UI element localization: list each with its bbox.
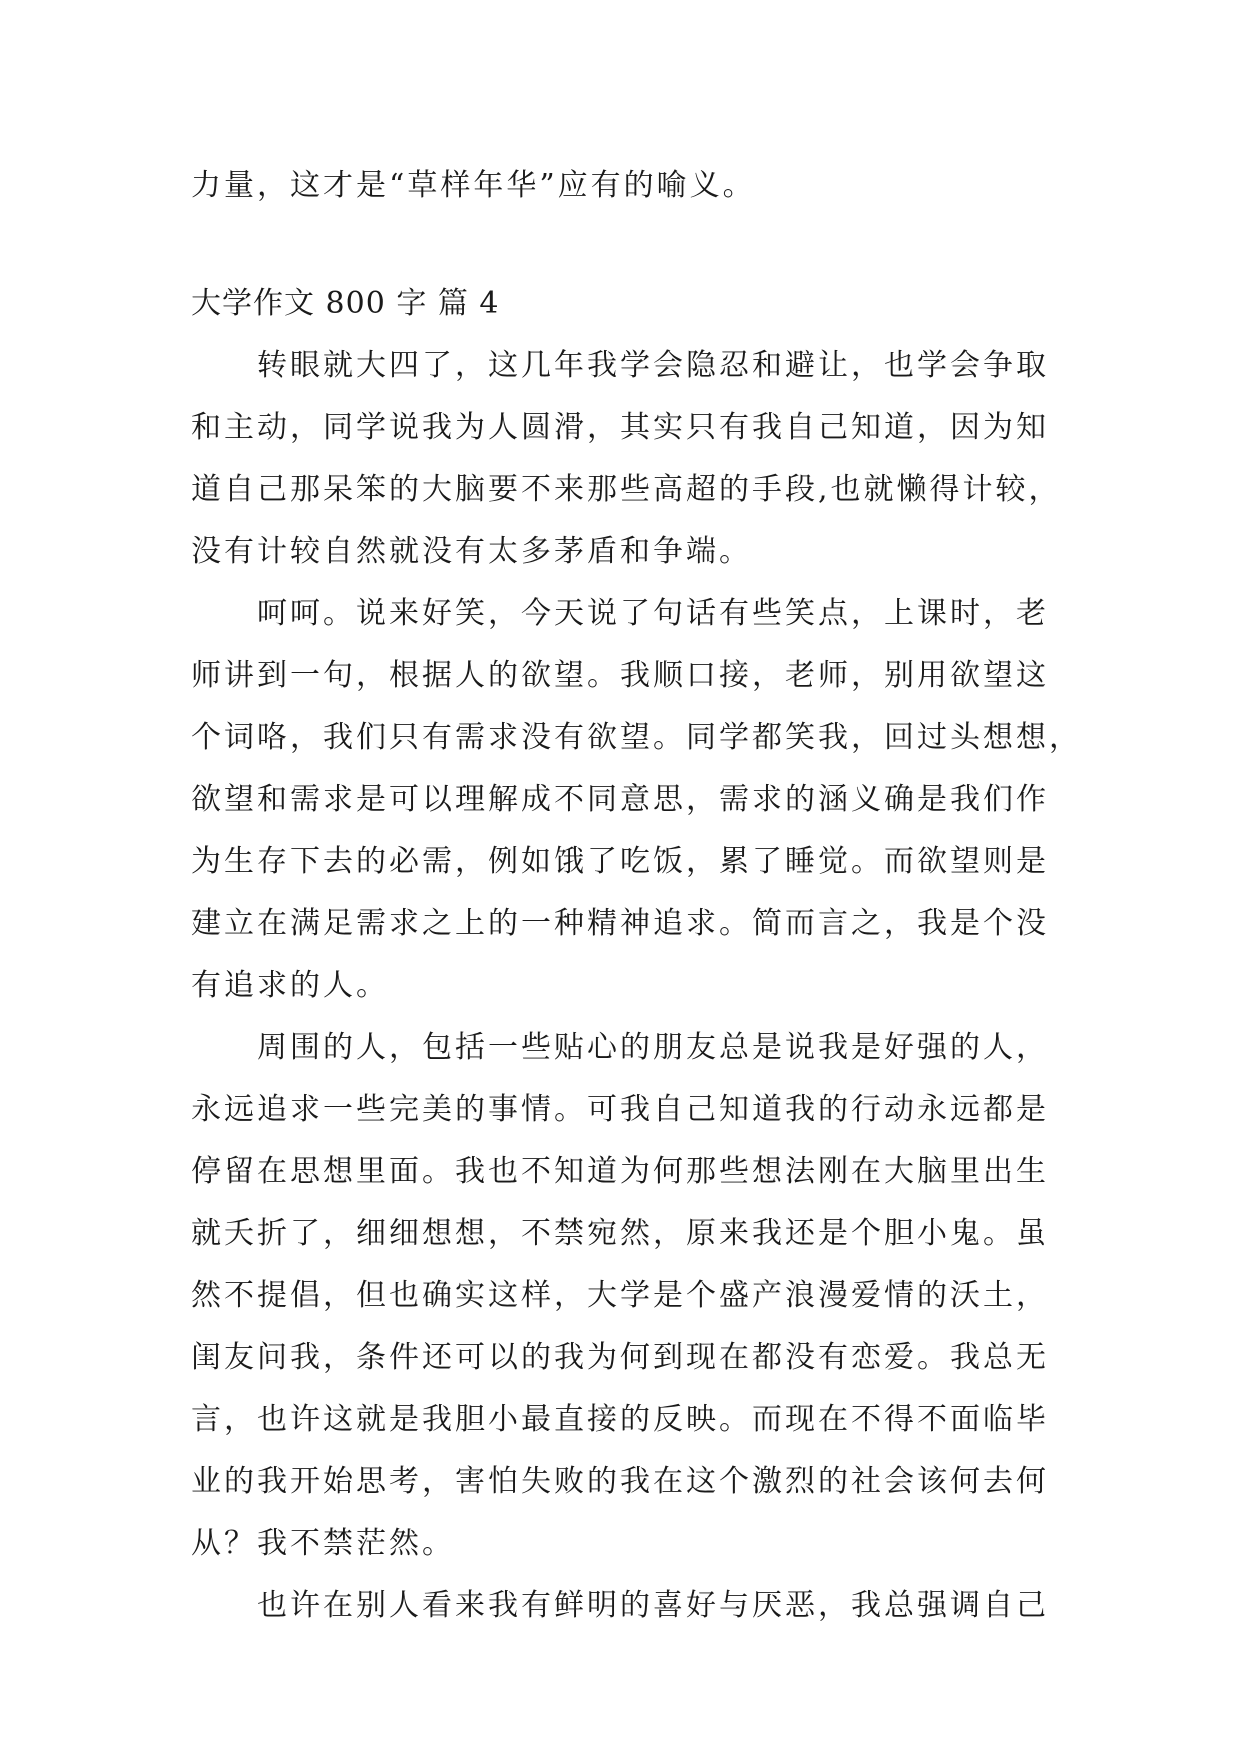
paragraph-line: 永远追求一些完美的事情。可我自己知道我的行动永远都是 [191,1092,1049,1127]
paragraph-line: 个词咯，我们只有需求没有欲望。同学都笑我，回过头想想， [191,720,1082,755]
previous-section-closing-line: 力量，这才是“草样年华”应有的喻义。 [191,168,756,203]
paragraph-line: 师讲到一句，根据人的欲望。我顺口接，老师，别用欲望这 [191,658,1049,693]
section-title: 大学作文 800 字 篇 4 [191,286,500,321]
paragraph-line: 也许在别人看来我有鲜明的喜好与厌恶，我总强调自己 [257,1588,1049,1623]
paragraph-line: 闺友问我，条件还可以的我为何到现在都没有恋爱。我总无 [191,1340,1049,1375]
paragraph-line: 从？我不禁茫然。 [191,1526,455,1561]
paragraph-line: 然不提倡，但也确实这样，大学是个盛产浪漫爱情的沃土， [191,1278,1049,1313]
paragraph-line: 为生存下去的必需，例如饿了吃饭，累了睡觉。而欲望则是 [191,844,1049,879]
document-body [191,155,1082,1637]
paragraph-line: 和主动，同学说我为人圆滑，其实只有我自己知道，因为知 [191,410,1049,445]
paragraph-2 [191,583,1082,1017]
paragraph-line: 有追求的人。 [191,968,389,1003]
paragraph-4 [191,1575,1051,1637]
paragraph-line: 业的我开始思考，害怕失败的我在这个激烈的社会该何去何 [191,1464,1049,1499]
paragraph-line: 呵呵。说来好笑，今天说了句话有些笑点，上课时，老 [257,596,1049,631]
paragraph-line: 欲望和需求是可以理解成不同意思，需求的涵义确是我们作 [191,782,1049,817]
paragraph-3 [191,1017,1051,1575]
paragraph-line: 转眼就大四了，这几年我学会隐忍和避让，也学会争取 [257,348,1049,383]
paragraph-line: 周围的人，包括一些贴心的朋友总是说我是好强的人， [257,1030,1049,1065]
paragraph-line: 就夭折了，细细想想，不禁宛然，原来我还是个胆小鬼。虽 [191,1216,1049,1251]
paragraph-line: 停留在思想里面。我也不知道为何那些想法刚在大脑里出生 [191,1154,1049,1189]
paragraph-line: 言，也许这就是我胆小最直接的反映。而现在不得不面临毕 [191,1402,1049,1437]
paragraph-line: 没有计较自然就没有太多茅盾和争端。 [191,534,752,569]
paragraph-1 [191,335,1062,583]
paragraph-line: 道自己那呆笨的大脑要不来那些高超的手段,也就懒得计较， [191,472,1062,507]
paragraph-line: 建立在满足需求之上的一种精神追求。简而言之，我是个没 [191,906,1049,941]
